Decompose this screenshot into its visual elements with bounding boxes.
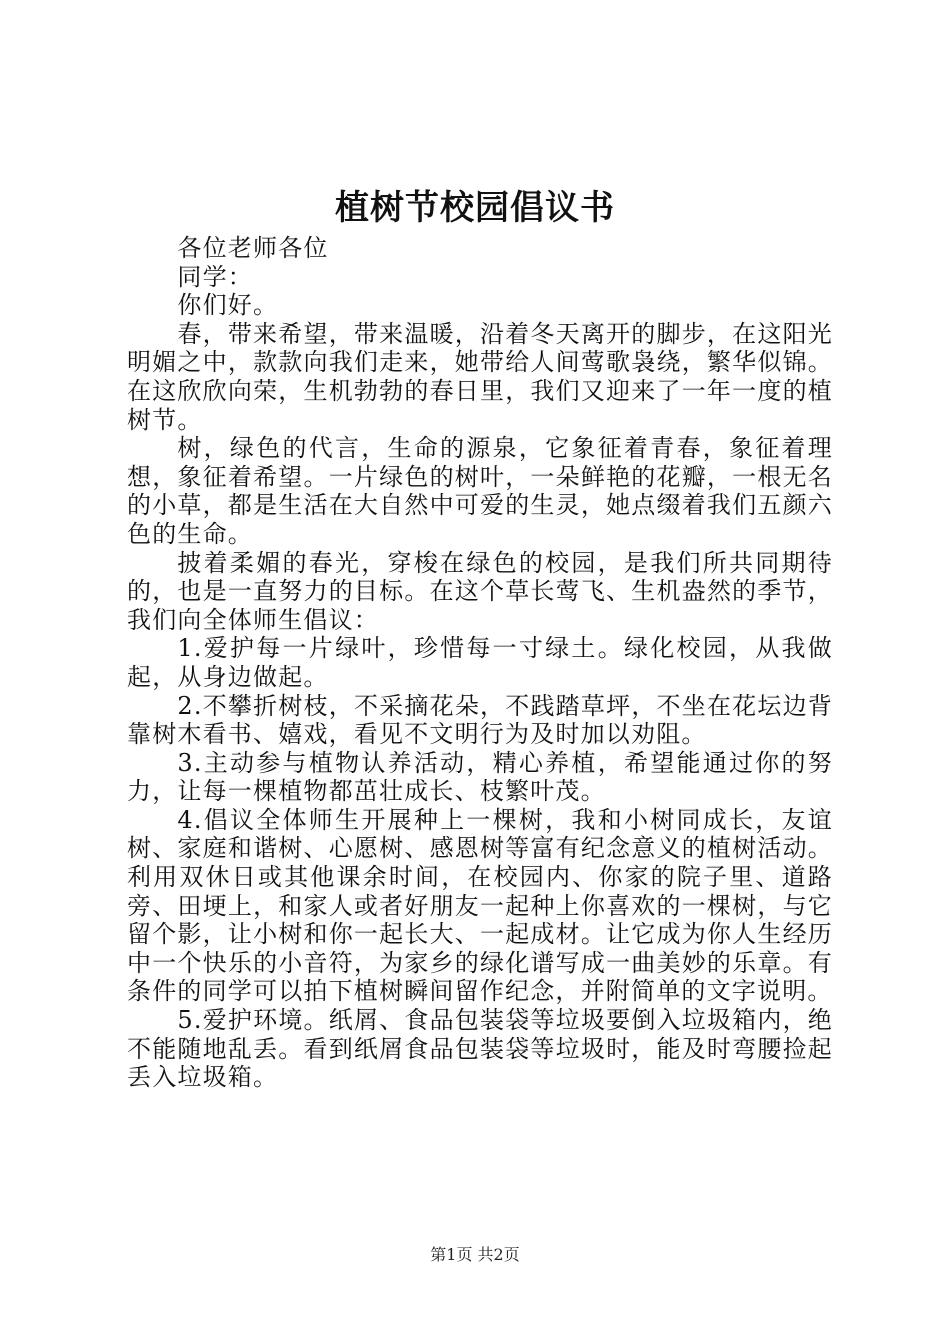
- document-title: 植树节校园倡议书: [335, 188, 615, 228]
- paragraph-trees: 树，绿色的代言，生命的源泉，它象征着青春，象征着理想，象征着希望。一片绿色的树叶，一朵鲜艳的花瓣，一根无名的小草，都是生活在大自然中可爱的生灵，她点缀着我们五颜六色的生命。: [127, 434, 833, 548]
- proposal-item-2: 2.不攀折树枝，不采摘花朵，不践踏草坪，不坐在花坛边背靠树木看书、嬉戏，看见不文明行为及时加以劝阻。: [127, 691, 833, 749]
- proposal-item-1: 1.爱护每一片绿叶，珍惜每一寸绿土。绿化校园，从我做起，从身边做起。: [127, 634, 833, 691]
- paragraph-spring: 春，带来希望，带来温暖，沿着冬天离开的脚步，在这阳光明媚之中，款款向我们走来，她带给人间莺歌袅绕，繁华似锦。在这欣欣向荣，生机勃勃的春日里，我们又迎来了一年一度的植树节。: [127, 319, 833, 434]
- proposal-item-5: 5.爱护环境。纸屑、食品包装袋等垃圾要倒入垃圾箱内，绝不能随地乱丢。看到纸屑食品包装袋等垃圾时，能及时弯腰捡起丢入垃圾箱。: [127, 1006, 833, 1092]
- proposal-item-3: 3.主动参与植物认养活动，精心养植，希望能通过你的努力，让每一棵植物都茁壮成长、枝繁叶茂。: [127, 748, 833, 806]
- document-body: [127, 234, 833, 1092]
- proposal-item-4: 4.倡议全体师生开展种上一棵树，我和小树同成长，友谊树、家庭和谐树、心愿树、感恩树等富有纪念意义的植树活动。利用双休日或其他课余时间，在校园内、你家的院子里、道路旁、田埂上，和家人或者好朋友一起种上你喜欢的一棵树，与它留个影，让小树和你一起长大、一起成材。让它成为你人生经历中一个快乐的小音符，为家乡的绿化谱写成一曲美妙的乐章。有条件的同学可以拍下植树瞬间留作纪念，并附简单的文字说明。: [127, 805, 833, 1006]
- greeting: 你们好。: [177, 291, 279, 320]
- paragraph-proposal-intro: 披着柔媚的春光，穿梭在绿色的校园，是我们所共同期待的，也是一直努力的目标。在这个草长莺飞、生机盎然的季节，我们向全体师生倡议：: [127, 548, 833, 634]
- salutation-line-2: 同学：: [177, 262, 253, 291]
- salutation-line-1: 各位老师各位: [177, 234, 329, 262]
- page-footer: 第1页 共2页: [430, 1245, 520, 1264]
